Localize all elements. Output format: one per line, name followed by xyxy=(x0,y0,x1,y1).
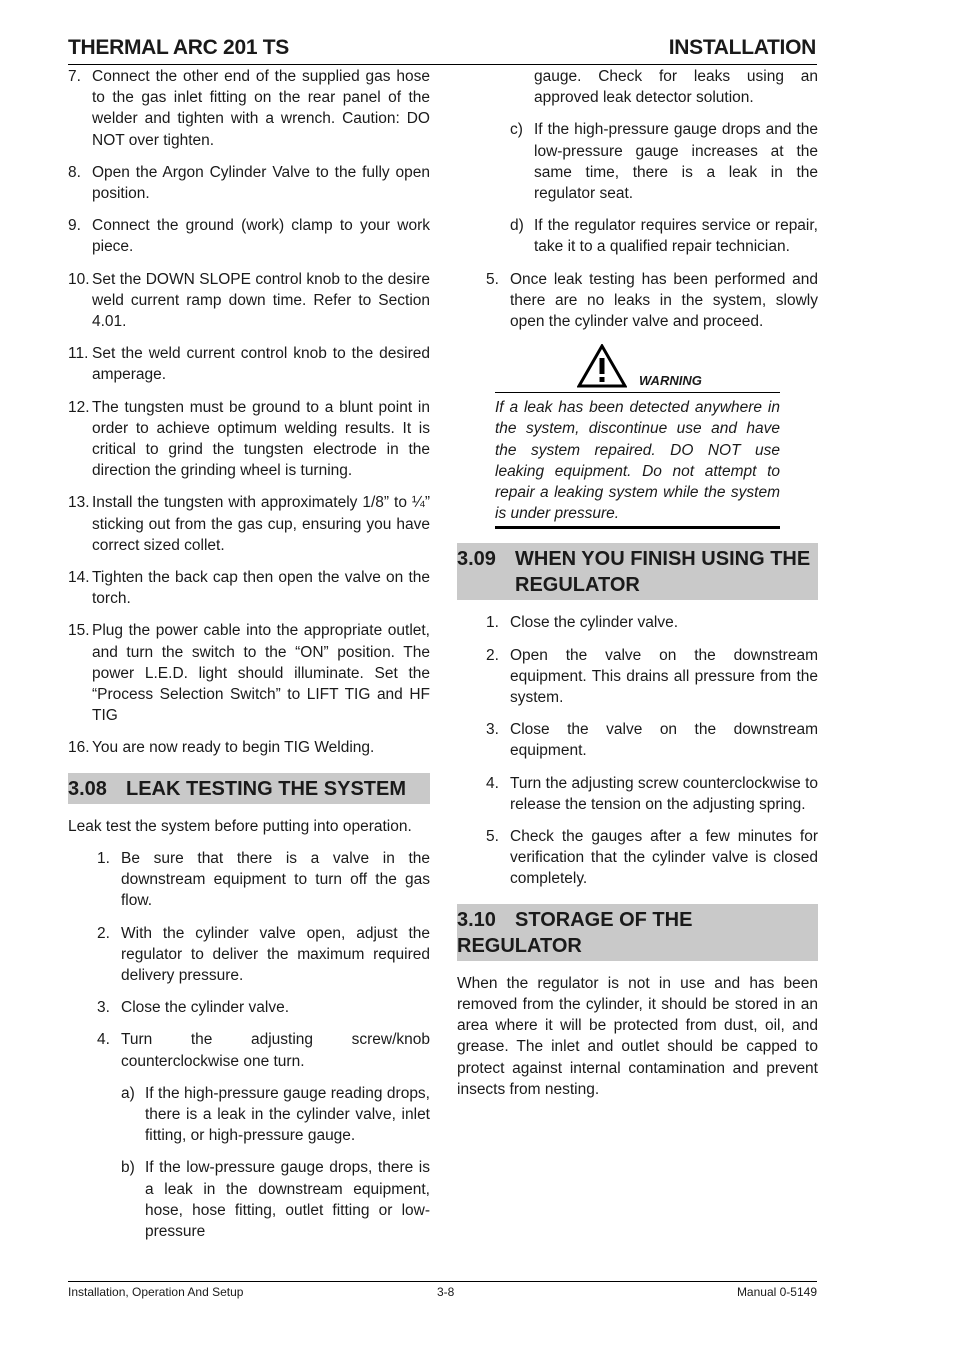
list-item: c) If the high-pressure gauge drops and the low-pressure gauge increases at the same time, there is a leak in the regulator seat. xyxy=(510,121,818,203)
header-rule xyxy=(68,64,817,65)
section-number: 3.08 xyxy=(68,777,107,800)
list-item-continued: gauge. Check for leaks using an approved leak detector solution. xyxy=(534,68,818,107)
list-item: 14. Tighten the back cap then open the valve on the torch. xyxy=(68,569,430,608)
list-item: 4. Turn the adjusting screw counterclockwise to release the tension on the adjusting spring. xyxy=(486,774,818,813)
warning-label: WARNING xyxy=(639,373,702,389)
list-item: 1. Close the cylinder valve. xyxy=(486,614,678,632)
list-item: 2. With the cylinder valve open, adjust the regulator to deliver the maximum required delivery pressure. xyxy=(97,924,430,984)
warning-header xyxy=(495,344,780,393)
list-item: a) If the high-pressure gauge reading drops, there is a leak in the cylinder valve, inlet fitting, or high-pressure gauge. xyxy=(121,1084,430,1145)
list-item: 13. Install the tungsten with approximately 1/8” to ¼” sticking out from the gas cup, ensuring you have correct sized collet. xyxy=(68,494,430,554)
list-item: 12. The tungsten must be ground to a blunt point in order to achieve optimum welding results. It is critical to grind the tungsten electrode in the direction the grinding wheel is turning. xyxy=(68,398,430,480)
list-item: 3. Close the cylinder valve. xyxy=(97,999,289,1017)
warning-triangle-icon xyxy=(577,344,627,394)
header-title: THERMAL ARC 201 TS xyxy=(68,36,289,59)
page-number: 3-8 xyxy=(437,1285,455,1299)
section-heading-3-09 xyxy=(457,543,818,600)
list-item: 3. Close the valve on the downstream equipment. xyxy=(486,721,818,760)
list-item: 11. Set the weld current control knob to the desired amperage. xyxy=(68,345,430,384)
list-item: 10. Set the DOWN SLOPE control knob to the desire weld current ramp down time. Refer to Section 4.01. xyxy=(68,270,430,331)
section-body: When the regulator is not in use and has been removed from the cylinder, it should be stored in an area where it will be protected from dust, oil, and grease. The inlet and outlet should be capped to protect against internal contamination and prevent insects from nesting. xyxy=(457,974,818,1098)
section-heading-3-10 xyxy=(457,904,818,961)
footer-document-title: Installation, Operation And Setup xyxy=(68,1285,244,1299)
warning-box xyxy=(495,344,780,529)
footer-manual-number: Manual 0-5149 xyxy=(736,1285,817,1299)
list-item: 2. Open the valve on the downstream equipment. This drains all pressure from the system. xyxy=(486,646,818,707)
list-item: 5. Once leak testing has been performed and there are no leaks in the system, slowly open the cylinder valve and proceed. xyxy=(486,270,818,331)
warning-text: If a leak has been detected anywhere in the system, discontinue use and have the system repaired. DO NOT use leaking equipment. Do not attempt to repair a leaking system while the system is under pressure. xyxy=(495,393,780,529)
list-item: b) If the low-pressure gauge drops, there is a leak in the downstream equipment, hose, hose fitting, outlet fitting or low-pressure xyxy=(121,1159,430,1240)
section-title: LEAK TESTING THE SYSTEM xyxy=(126,777,407,800)
list-item: 1. Be sure that there is a valve in the downstream equipment to turn off the gas flow. xyxy=(97,849,430,910)
list-item: 15. Plug the power cable into the appropriate outlet, and turn the switch to the “ON” position. The power L.E.D. light should illuminate. Set the “Process Selection Switch” to LIFT TIG and HF TIG xyxy=(68,622,430,725)
list-item: 8. Open the Argon Cylinder Valve to the fully open position. xyxy=(68,163,430,203)
list-item: 9. Connect the ground (work) clamp to your work piece. xyxy=(68,217,430,256)
section-number: 3.10 xyxy=(457,908,496,931)
section-title: WHEN YOU FINISH USING THE REGULATOR xyxy=(515,548,811,597)
list-item: 7. Connect the other end of the supplied gas hose to the gas inlet fitting on the rear panel of the welder and tighten with a wrench. Caution: DO NOT over tighten. xyxy=(68,68,430,149)
header-section: INSTALLATION xyxy=(668,36,816,59)
left-column xyxy=(68,66,430,1253)
section-intro: Leak test the system before putting into operation. xyxy=(68,817,412,835)
list-item: d) If the regulator requires service or repair, take it to a qualified repair technician. xyxy=(510,217,818,256)
list-item: 4. Turn the adjusting screw/knob counterclockwise one turn. xyxy=(97,1031,430,1070)
section-title: STORAGE OF THE REGULATOR xyxy=(457,908,693,957)
section-number: 3.09 xyxy=(457,548,496,571)
section-heading-3-08 xyxy=(68,773,430,804)
list-item: 16. You are now ready to begin TIG Welding. xyxy=(68,739,375,757)
right-column xyxy=(457,66,818,1111)
list-item: 5. Check the gauges after a few minutes for verification that the cylinder valve is closed completely. xyxy=(486,828,818,888)
footer-rule xyxy=(68,1281,817,1282)
